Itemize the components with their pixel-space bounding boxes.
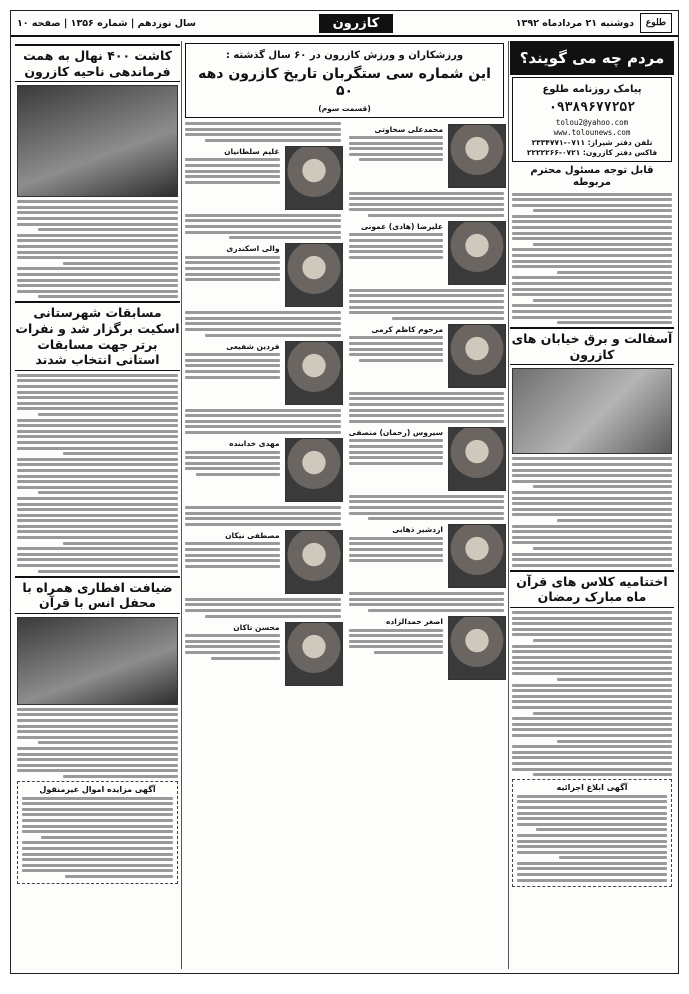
article-body bbox=[510, 193, 674, 325]
middle-column bbox=[183, 41, 506, 969]
office-tel: تلفن دفتر شیراز: ۰۷۱۱-۲۳۳۴۷۷۱ bbox=[531, 137, 653, 147]
tree-planting-photo bbox=[17, 85, 178, 197]
legal-notice bbox=[512, 779, 672, 887]
section-title: کازرون bbox=[319, 14, 394, 33]
athlete-photo bbox=[448, 427, 506, 491]
athlete-photo bbox=[285, 243, 343, 307]
contact-box bbox=[512, 77, 672, 162]
headline-kicker: ورزشکاران و ورزش کازرون در ۶۰ سال گذشته : bbox=[225, 50, 464, 61]
issue-date: دوشنبه ۲۱ مردادماه ۱۳۹۲ bbox=[515, 17, 634, 29]
athlete-name: محسن تاکان bbox=[233, 622, 280, 632]
website-address: www.tolounews.com bbox=[553, 127, 631, 137]
left-column bbox=[15, 41, 180, 969]
sms-number: ۰۹۳۸۹۶۷۷۲۵۲ bbox=[548, 99, 636, 115]
issue-info: سال نوزدهم | شماره ۱۳۵۶ | صفحه ۱۰ bbox=[17, 17, 196, 29]
newspaper-page bbox=[10, 10, 679, 974]
athlete-photo bbox=[285, 438, 343, 502]
athlete-profile bbox=[183, 243, 343, 307]
office-fax: فاکس دفتر کازرون: ۰۷۲۱-۲۲۲۲۲۶۶ bbox=[526, 147, 658, 157]
article-body bbox=[510, 457, 674, 566]
main-headline-box bbox=[185, 43, 504, 118]
quran-heading: اختتامیه کلاس های قرآن ماه مبارک رمضان bbox=[510, 570, 674, 608]
skate-competition-headline: مسابقات شهرستانی اسکیت برگزار شد و نفرات برتر جهت مسابقات استانی انتخاب شدند bbox=[15, 301, 180, 371]
athlete-name: مهدی خدابنده bbox=[229, 439, 280, 448]
athlete-profile bbox=[183, 438, 343, 502]
athlete-profile bbox=[183, 341, 343, 405]
iftar-photo bbox=[17, 617, 178, 705]
newspaper-logo: طلوع bbox=[640, 13, 672, 33]
athlete-profile bbox=[183, 622, 343, 686]
athlete-profile bbox=[347, 221, 507, 285]
notice-heading: قابل توجه مسئول محترم مربوطه bbox=[530, 164, 654, 188]
notice-title: آگهی ابلاغ اجرائیه bbox=[556, 783, 628, 793]
athlete-profile bbox=[183, 146, 343, 210]
athlete-profile bbox=[183, 530, 343, 594]
athlete-profile bbox=[347, 616, 507, 680]
athlete-profile bbox=[347, 324, 507, 388]
athletes-column-right bbox=[347, 120, 507, 690]
headline-subhead: (قسمت سوم) bbox=[318, 103, 371, 113]
notice-title: آگهی مزایده اموال غیرمنقول bbox=[39, 785, 156, 794]
athlete-photo bbox=[285, 530, 343, 594]
athlete-name: والی اسکندری bbox=[226, 244, 280, 254]
article-body bbox=[15, 374, 180, 573]
athlete-name: محمدعلی سخاوتی bbox=[374, 124, 443, 134]
article-body bbox=[15, 708, 180, 778]
athlete-photo bbox=[448, 616, 506, 680]
masthead bbox=[11, 11, 678, 37]
athlete-profile bbox=[347, 524, 507, 588]
athlete-profile bbox=[347, 427, 507, 491]
athlete-name: سیروس (رحمان) منصفی bbox=[348, 427, 443, 437]
athlete-photo bbox=[448, 124, 506, 188]
athlete-name: مصطفی نیکان bbox=[225, 530, 280, 540]
tree-planting-headline: کاشت ۴۰۰ نهال به همت فرماندهی ناحیه کازرون bbox=[15, 44, 180, 82]
athlete-photo bbox=[448, 524, 506, 588]
athlete-photo bbox=[285, 622, 343, 686]
people-say-banner: مردم چه می گویند؟ bbox=[510, 41, 674, 75]
main-headline: این شماره سی ستگربان تاریخ کازرون دهه ۵۰ bbox=[198, 65, 491, 99]
athlete-name: اصغر حمدالزاده bbox=[386, 616, 443, 626]
article-body bbox=[510, 611, 674, 776]
news-heading: آسفالت و برق خیابان های کازرون bbox=[510, 327, 674, 365]
right-column bbox=[510, 41, 674, 969]
athlete-photo bbox=[448, 221, 506, 285]
street-photo bbox=[512, 368, 672, 454]
email-address: tolou2@yahoo.com bbox=[555, 117, 629, 127]
athlete-photo bbox=[448, 324, 506, 388]
masthead-right bbox=[516, 13, 672, 33]
athlete-name: علیرضا (هادی) عمونی bbox=[360, 221, 443, 231]
athlete-name: اردشیر ذهابی bbox=[392, 525, 443, 535]
athlete-photo bbox=[285, 146, 343, 210]
column-divider bbox=[508, 41, 509, 969]
athletes-column-left bbox=[183, 120, 343, 690]
athlete-profile bbox=[347, 124, 507, 188]
column-divider bbox=[181, 41, 182, 969]
athlete-name: مرحوم کاظم کرمی bbox=[371, 324, 443, 334]
athlete-name: فردین شفیعی bbox=[226, 341, 280, 351]
sms-label: پیامک روزنامه طلوع bbox=[542, 84, 642, 95]
article-body bbox=[15, 200, 180, 298]
auction-notice bbox=[17, 781, 178, 884]
athlete-photo bbox=[285, 341, 343, 405]
iftar-headline: ضیافت افطاری همراه با محفل انس با قرآن bbox=[15, 576, 180, 614]
athlete-name: غلیم سلطانیان bbox=[224, 146, 280, 156]
